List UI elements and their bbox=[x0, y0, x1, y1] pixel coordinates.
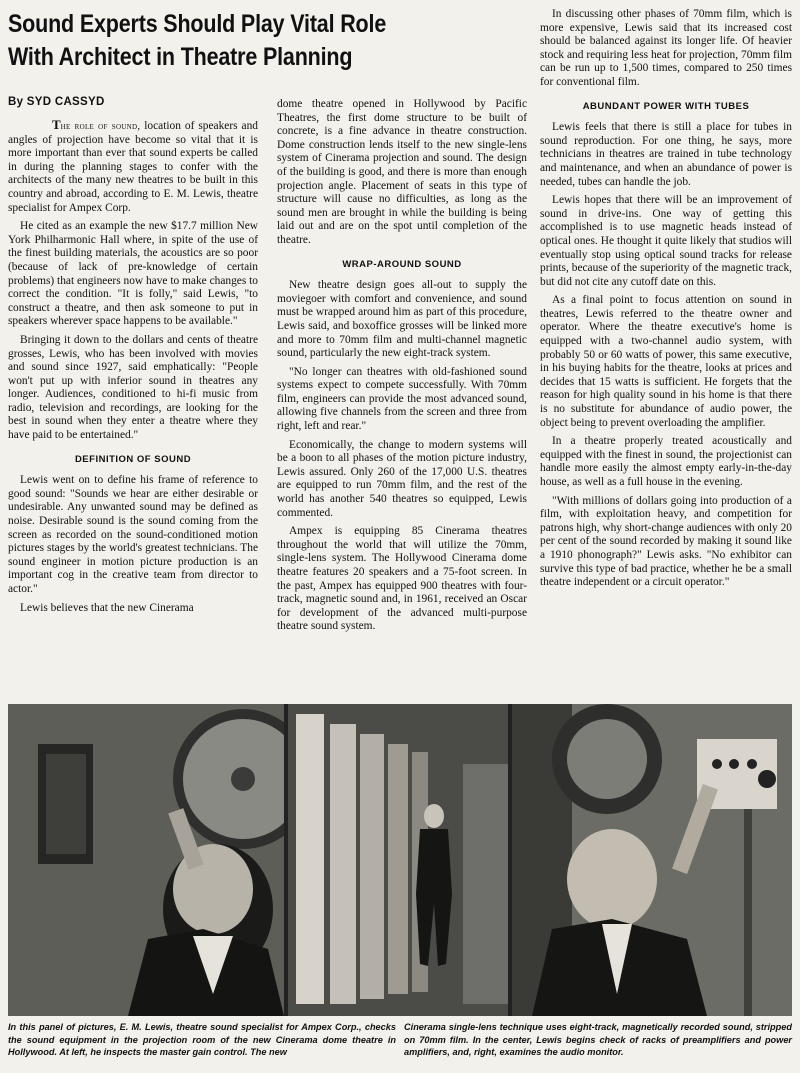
paragraph-text: location of speakers and angles of projection have become so vital that it is more important than ever that sound experts be called in during the planning stages to confer with the architects of the many new theatres to be built in this country and abroad, according to E. M. Lewis, theatre specialist for Ampex Corp. bbox=[8, 120, 258, 214]
byline: By SYD CASSYD bbox=[8, 96, 105, 108]
photo-caption bbox=[8, 1021, 792, 1059]
paragraph: He cited as an example the new $17.7 million New York Philharmonic Hall where, in spite of the use of the finest building materials, the acoustics are so poor (because of lack of pre-knowledge of certain problems) that engineers now have to make changes to correct the condition. "It is folly," said Lewis, "to construct a theatre, and then ask someone to put in speakers wherever space happens to be available." bbox=[8, 220, 258, 328]
paragraph: Lewis went on to define his frame of reference to good sound: "Sounds we hear are either desirable or undesirable. Any unwanted sound may be defined as noise. Desirable sound is the sound coming from the screen as recorded on the sound-conditioned motion pictures stages by the world's greatest technicians. The sound engineer in motion picture production is an important cog in the creative team from director to actor." bbox=[8, 474, 258, 595]
paragraph: In a theatre properly treated acoustically and equipped with the finest in sound, the projectionist can handle more easily the almost empty early-in-the-day house, as well as a full house in the evening. bbox=[540, 435, 792, 488]
paragraph: As a final point to focus attention on sound in theatres, Lewis referred to the theatre owner and operator. Where the theatre executive's home is equipped with a two-channel audio system, with probably 50 or 60 watts of power, this same executive, in his buying habits for the theatre, looks at prices and decides that 15 watts is sufficient. He forgets that the reason for high quality sound in his home is that there is no substitute for abundance of audio power, the object being to prevent overloading the amplifier. bbox=[540, 294, 792, 429]
paragraph: Lewis feels that there is still a place for tubes in sound reproduction. For one thing, he says, more technicians in theatres are trained in tube technology and maintenance, and when an abundance of power is needed, tubes can handle the job. bbox=[540, 121, 792, 188]
photo-illustration-right bbox=[512, 704, 792, 1016]
caption-part-2: Cinerama single-lens technique uses eight-track, magnetically recorded sound, stripped on 70mm film. In the center, Lewis begins check of racks of preamplifiers and power amplifiers, and, right, examines the audio monitor. bbox=[404, 1022, 792, 1057]
photo-master-gain-control bbox=[8, 704, 284, 1016]
headline bbox=[8, 8, 455, 74]
subheading: ABUNDANT POWER WITH TUBES bbox=[582, 100, 750, 112]
paragraph: Economically, the change to modern systems will be a boon to all phases of the motion picture industry, Lewis assured. Only 260 of the 17,000 U.S. theatres are equipped to run 70mm film, and the rest of the world has another 540 theatres so equipped, Lewis commented. bbox=[277, 438, 527, 519]
article-column-3 bbox=[540, 8, 792, 595]
paragraph: Bringing it down to the dollars and cents of theatre grosses, Lewis, who has been involved with movies and sound since 1927, said emphatically: "People won't put up with inferior sound in theatres any longer. Audiences, conditioned to hi-fi music from radio, television and recordings, are looking for the best in sound when they enter a theatre where they have paid to be entertained." bbox=[8, 333, 258, 442]
photo-illustration-center bbox=[288, 704, 508, 1016]
drop-cap: T bbox=[52, 117, 61, 132]
paragraph: dome theatre opened in Hollywood by Pacific Theatres, the first dome structure to be built of concrete, is a fine advance in theatre construction. Dome construction lends itself to the new single-lens system of Cinerama projection and sound. The design of the building is good, and there is more than enough projection angle. Placement of seats in this type of structure will cause no difficulties, as long as the sound men are brought in while the building is being laid out and are on the spot until completion of the theatre. bbox=[277, 98, 527, 246]
paragraph: "With millions of dollars going into production of a film, with exploitation heavy, and competition for patrons high, why short-change audiences with only 20 per cent of the sound recorded by making it sound like a 1910 phonograph?" Lewis asks. "No exhibitor can survive this type of bad practice, whether he be a small theatre independent or a circuit operator." bbox=[540, 494, 792, 589]
photo-audio-monitor bbox=[512, 704, 792, 1016]
paragraph bbox=[8, 118, 258, 215]
caption-part-1: In this panel of pictures, E. M. Lewis, theatre sound specialist for Ampex Corp., checks the sound equipment in the projection room of the new Cinerama dome theatre in Hollywood. At left, he inspects the master gain control. The new bbox=[8, 1022, 396, 1057]
photo-panel bbox=[8, 704, 792, 1016]
headline-line-1: Sound Experts Should Play Vital Role bbox=[8, 10, 387, 38]
paragraph: "No longer can theatres with old-fashioned sound systems expect to compete successfully. With 70mm film, engineers can provide the most advanced sound, allowing five channels from the screen and three from right, left and rear." bbox=[277, 365, 527, 433]
paragraph: New theatre design goes all-out to supply the moviegoer with comfort and convenience, and sound must be wrapped around him as part of this procedure, Lewis said, and boxoffice grosses will be linked more and more to 70mm film and multi-channel magnetic sound, particularly the new eight-track system. bbox=[277, 279, 527, 360]
photo-illustration-left bbox=[8, 704, 284, 1016]
subheading: WRAP-AROUND SOUND bbox=[342, 258, 462, 270]
article-column-2 bbox=[277, 98, 527, 639]
subheading: DEFINITION OF SOUND bbox=[74, 453, 192, 465]
paragraph: Lewis hopes that there will be an improvement of sound in drive-ins. One way of getting this accomplished is to use magnetic heads instead of optical ones. He thought it quite likely that studios will eventually stop using optical sound tracks for release prints, because of the superiority of the magnetic track, but did not cite any cutoff date on this. bbox=[540, 194, 792, 288]
lead-in: he role of sound, bbox=[60, 121, 141, 132]
headline-line-2: With Architect in Theatre Planning bbox=[8, 43, 353, 71]
paragraph: Ampex is equipping 85 Cinerama theatres throughout the world that will utilize the 70mm, single-lens system. The Hollywood Cinerama dome theatre features 20 speakers and a 75-foot screen. In the past, Ampex has equipped 900 theatres with four-track, magnetic sound and, in 1961, received an Oscar for development of the advanced multi-purpose theatre sound system. bbox=[277, 525, 527, 633]
article-column-1 bbox=[8, 118, 258, 620]
photo-amplifier-racks bbox=[288, 704, 508, 1016]
paragraph: In discussing other phases of 70mm film, which is more expensive, Lewis said that its increased cost should be balanced against its longer life. Of heavier stock and requiring less heat for projection, 70mm film can be run up to 1,500 times, compared to 250 times for conventional film. bbox=[540, 8, 792, 88]
paragraph: Lewis believes that the new Cinerama bbox=[20, 601, 194, 614]
